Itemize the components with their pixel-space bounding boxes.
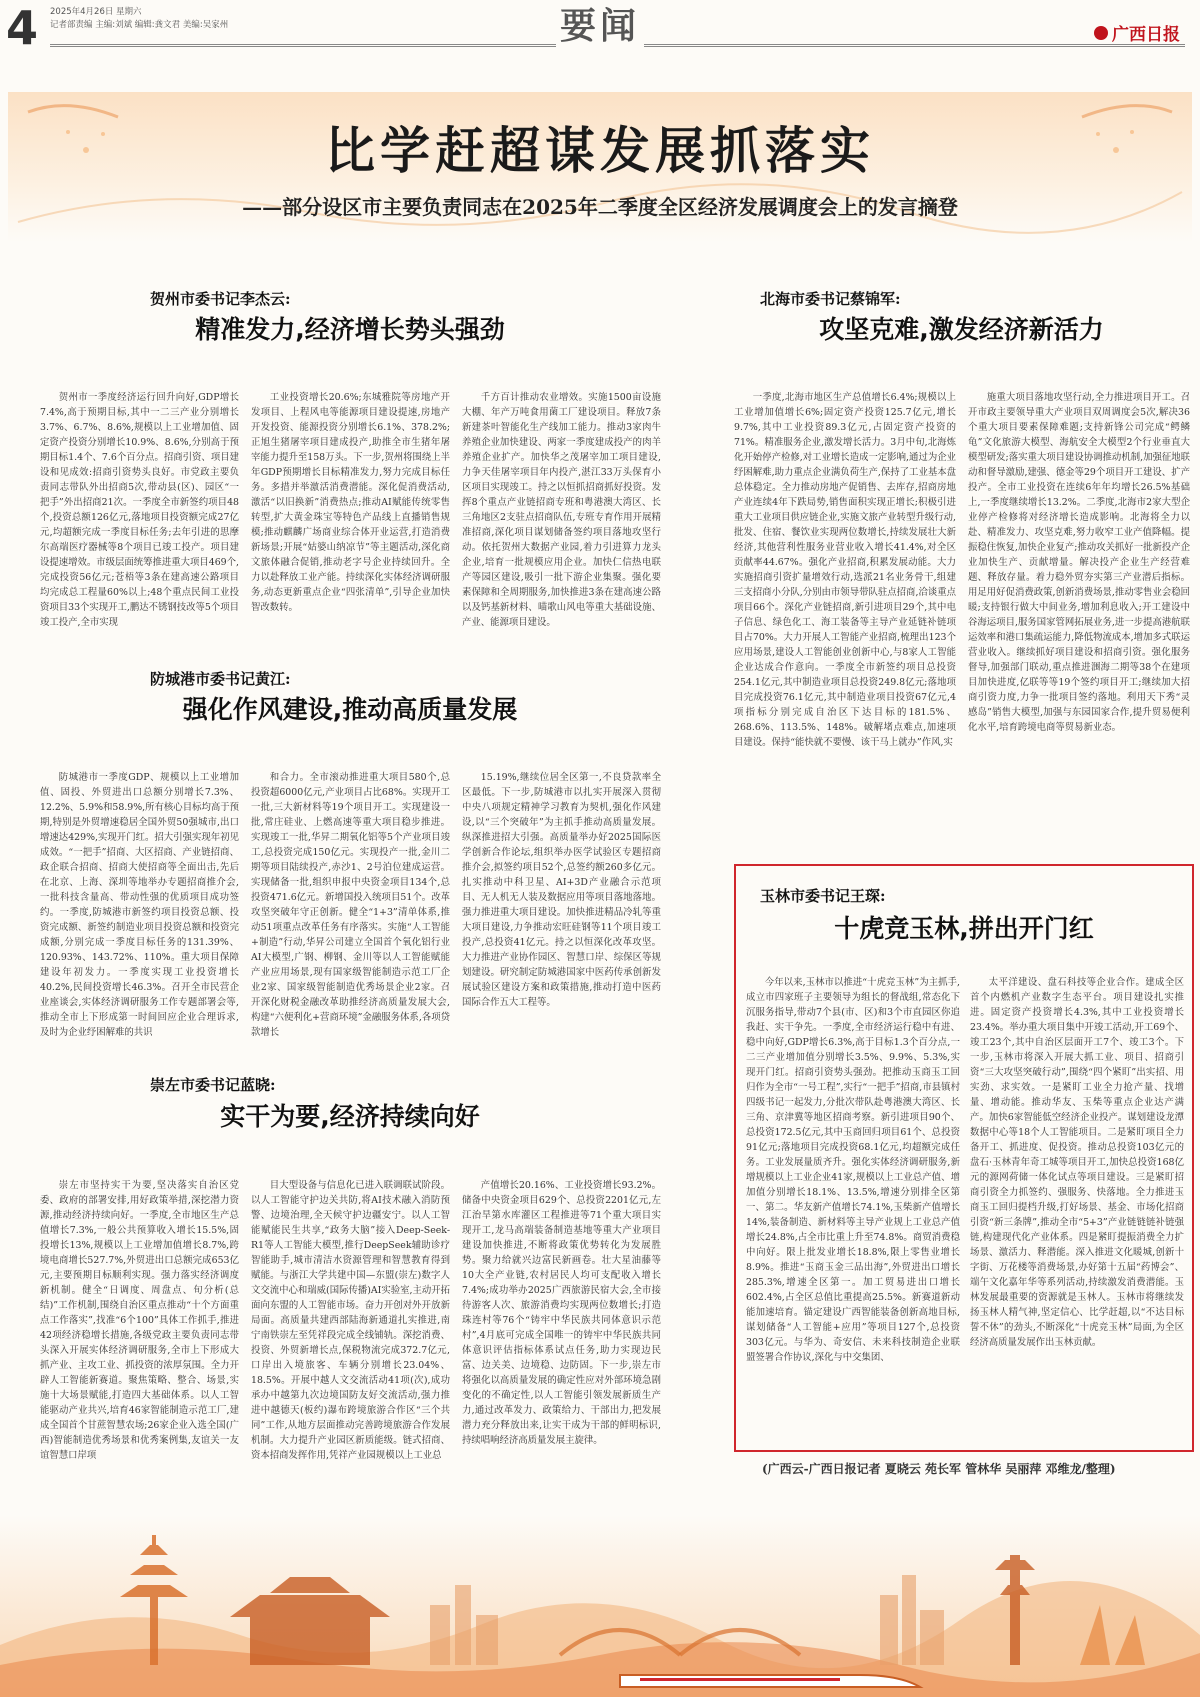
article-column: 一季度,北海市地区生产总值增长6.4%;规模以上工业增加值增长6%;固定资产投资125.7亿元,增长9.7%,其中工业投资89.3亿元,占固定资产投资的71%。精准服务企业,激发增长活力。3月中旬,北海炼化开始停产检修,对工业增长造成一定影响,通过为企业纾困解难,助力重点企业满负荷生产,保持了工业基本盘总体稳定。全力推动房地产促销售、去库存,招商房地产业连续4年下跌局势,销售面积实现正增长;积极引进重大工业项目供应链企业,实施文旅产业转型升级行动,批发、住宿、餐饮业实现两位数增长,持续发展壮大新经济,其他营利性服务业营业收入增长41.4%,对全区贡献率44.67%。强化产业招商,积累发展动能。大力实施招商引资扩量增效行动,选派21名业务骨干,组建三支招商小分队,分别由市领导带队驻点招商,洽谈重点项目66个。深化产业链招商,新引进项目29个,其中电子信息、绿色化工、海工装备等主导产业延链补链项目占70%。大力开展人工智能产业招商,梳理出123个应用场景,建设人工智能创业创新中心,与8家人工智能企业达成合作意向。一季度全市新签约项目总投资254.1亿元,其中制造业项目总投资249.8亿元;落地项目完成投资76.1亿元,其中制造业项目投资67亿元,4项指标分别完成自治区下达目标的181.5%、268.6%、113.5%、148%。破解堵点难点,加速项目建设。保持“能快就不要慢、该干马上就办”作风,实 bbox=[734, 392, 956, 748]
article-column: 和合力。全市滚动推进重大项目580个,总投资超6000亿元,产业项目占比68%。实现开工一批,三大新材料等19个项目开工。实现建设一批,常庄硅业、上燃高速等重大项目稳步推进。实现竣工一批,华昇二期氧化铝等5个产业项目竣工,总投资完成150亿元。实现投产一批,金川二期等项目陆续投产,赤沙1、2号泊位建成运营。实现储备一批,组织申报中央资金项目134个,总投资471.6亿元。新增国投入统项目51个。改革攻坚突破年守正创新。健全“1+3”清单体系,推动51项重点改革任务有序落实。实施“人工智能+制造”行动,华昇公司建立全国首个氧化铝行业AI大模型,广钢、柳钢、金川等以人工智能赋能产业应用场景,现有国家级智能制造示范工厂企业2家、国家级智能制造优秀场景企业2家。召开深化财税金融改革助推经济高质量发展大会,构建“六便利化+营商环境”金融服务体系,各项贷款增长 bbox=[251, 772, 450, 1038]
article-author: 北海市委书记蔡锦军: bbox=[760, 290, 901, 308]
main-subtitle: ——部分设区市主要负责同志在2025年二季度全区经济发展调度会上的发言摘登 bbox=[242, 195, 958, 219]
main-title: 比学赶超谋发展抓落实 bbox=[325, 122, 875, 180]
article-headline: 强化作风建设,推动高质量发展 bbox=[182, 695, 518, 724]
article-author: 崇左市委书记蓝晓: bbox=[150, 1076, 276, 1094]
article-column: 工业投资增长20.6%;东城雅院等房地产开发项目、上程风电等能源项目建设提速,房地产开发投资、能源投资分别增长6.1%、378.2%;正旭生猪屠宰项目建成投产,助推全市生猪年屠宰能力提升至158万头。下一步,贺州将围绕上半年GDP预期增长目标精准发力,努力完成目标任务。多措并举激活消费潜能。深化促消费活动,激活“以旧换新”消费热点;推动AI赋能传统零售转型,扩大黄金珠宝等特色产品线上直播销售规模;推动麒麟广场商业综合体开业运营,打造消费新场景;开展“姑婆山纳凉节”等主题活动,深化商文旅体融合促销,推动老字号企业持续回升。全力以赴释放工业产能。持续深化实体经济调研服务,动态更新重点企业“四张清单”,引导企业加快智改数转。 bbox=[251, 392, 451, 613]
logo-mark-icon bbox=[1094, 26, 1108, 40]
article-author: 贺州市委书记李杰云: bbox=[150, 290, 291, 308]
article-headline: 精准发力,经济增长势头强劲 bbox=[195, 315, 505, 344]
staff-line: 记者部责编 主编:刘斌 编辑:龚文君 美编:吴家州 bbox=[50, 20, 229, 30]
article-author: 玉林市委书记王琛: bbox=[760, 887, 886, 905]
article-headline: 攻坚克难,激发经济新活力 bbox=[819, 315, 1104, 344]
section-title: 要闻 bbox=[556, 4, 644, 48]
article-column: 目大型设备与信息化已进入联调联试阶段。以人工智能守护边关共防,将AI技术融入消防预警、边境治理,全天候守护边疆安宁。以人工智能赋能民生共享,“政务大脑”接入Deep-Seek-R1等人工智能大模型,推行DeepSeek辅助诊疗智能助手,城市清洁水资源管理和智慧教育得到赋能。与浙江大学共建中国—东盟(崇左)数字人文交流中心和瑞威(国际传播)AI实验室,主动开拓面向东盟的人工智能市场。奋力开创对外开放新局面。高质量共建西部陆海新通道扎实推进,南宁南铁崇左至凭祥段完成全线铺轨。深挖消费、投资、外贸新增长点,保税物流完成372.7亿元,口岸出入境旅客、车辆分别增长23.04%、18.5%。开展中越人文交流活动41项(次),成功承办中越第九次边境国防友好交流活动,强力推进中越德天(板约)瀑布跨境旅游合作区“三个共同”工作,从地方层面推动完善跨境旅游合作发展机制。大力提升产业园区新质能级。链式招商、资本招商发挥作用,凭祥产业园规模以上工业总 bbox=[251, 1180, 450, 1461]
article-headline: 实干为要,经济持续向好 bbox=[220, 1102, 480, 1131]
article-headline: 十虎竞玉林,拼出开门红 bbox=[834, 914, 1094, 943]
article-column: 防城港市一季度GDP、规模以上工业增加值、固投、外贸进出口总额分别增长7.3%、12.2%、5.9%和58.9%,所有核心目标均高于预期,特别是外贸增速稳居全国外贸50强城市,出口增速达429%,实现开门红。招大引强实现年初见成效。“一把手”招商、大区招商、产业链招商、政企联合招商、招商大使招商等全面出击,先后在北京、上海、深圳等地举办专题招商推介会,一批科技含量高、带动性强的优质项目成功签约。一季度,防城港市新签约项目投资总额、投资完成额、新签约制造业项目投资总额和投资完成额,分别完成一季度目标任务的131.39%、120.93%、143.72%、110%。重大项目保障建设年初发力。一季度实现工业投资增长40.2%,民间投资增长46.3%。召开全市民营企业座谈会,实体经济调研服务工作专题部署会等,推动全市上下形成第一时间回应企业合理诉求,及时为企业纾困解难的共识 bbox=[40, 772, 239, 1038]
article-column: 施重大项目落地攻坚行动,全力推进项目开工。召开市政主要领导重大产业项目双周调度会5次,解决36个重大项目要素保障难题;支持新锋公司完成“鳄鳞龟”文化旅游大模型、海航安全大模型2个行业垂直大模型研发;落实重大项目建设协调推动机制,加强征地联动和督导激励,建强、德金等29个项目开工建设、扩产投产。全市工业投资在连续6年年均增长26.5%基础上,一季度继续增长13.2%。二季度,北海市2家大型企业停产检修将对经济增长造成影响。北海将全力以赴、精准发力、攻坚克难,努力收窄工业产值降幅。提振稳住恢复,加快企业复产;推动攻关抓好一批新投产企业加快生产、贡献增量。解决投产企业生产经营难题、释放存量。着力稳外贸夯实第三产业潜后指标。用足用好促消费政策,创新消费场景,推动零售业会稳回暖;支持银行做大中间业务,增加利息收入;开工建设中谷海运项目,服务国家管网拓展业务,进一步提高港航联运效率和港口集疏运能力,降低物流成本,增加多式联运营业收入。继续抓好项目建设和招商引资。强化服务督导,加强部门联动,重点推进涠海二期等38个在建项目加快进度,亿联等等19个签约项目开工;继续加大招商引资力度,力争一批项目签约落地。利用天下秀“灵感岛”销售大模型,加强与东园国家合作,提升贸易便利化水平,培育跨境电商等贸易新业态。 bbox=[968, 392, 1190, 733]
train-icon bbox=[620, 1675, 920, 1687]
header-meta bbox=[50, 6, 228, 32]
reporter-credit: (广西云-广西日报记者 夏晓云 苑长军 管林华 吴丽萍 邓维龙/整理) bbox=[762, 1462, 1116, 1476]
article-column: 产值增长20.16%、工业投资增长93.2%。储备中央资金项目629个、总投资2201亿元,左江治旱第水库灌区工程推进等71个重大项目实现开工,龙马高端装备制造基地等重大产业项目建设加快推进,不断将政策优势转化为发展胜势。聚力给就兴边富民新画卷。壮大星油藤等10大全产业链,农村居民人均可支配收入增长7.4%;成功举办2025广西旅游民宿大会,全市接待游客人次、旅游消费均实现两位数增长;打造珠连村等76个“铸牢中华民族共同体意识示范村”,4月底可完成全国唯一的铸牢中华民族共同体意识评估指标体系试点任务,助力实现边民富、边关美、边境稳、边防固。下一步,崇左市将强化以高质量发展的确定性应对外部环境急剧变化的不确定性,以人工智能引领发展新质生产力,通过改革发力、政策给力、干部出力,把发展潜力充分释放出来,让实干成为干部的鲜明标识,持续唱响经济高质量发展主旋律。 bbox=[462, 1180, 661, 1446]
paper-logo bbox=[1094, 20, 1180, 45]
article-column: 今年以来,玉林市以推进“十虎竞玉林”为主抓手,成立市四家班子主要领导为组长的督战组,常态化下沉服务指导,带动7个县(市、区)和3个市直园区你追我赶、实干争先。一季度,全市经济运行稳中有进、稳中向好,GDP增长6.3%,高于目标1.3个百分点,一二三产业增加值分别增长3.5%、9.9%、5.3%,实现开门红。招商引资势头强劲。把推动玉商玉工回归作为全市“一号工程”,实行“一把手”招商,市县镇村四级书记一起发力,分批次带队赴粤港澳大湾区、长三角、京津冀等地区招商考察。新引进项目90个、总投资172.5亿元,其中玉商回归项目61个、总投资91亿元;落地项目完成投资68.1亿元,均超额完成任务。工业发展量质齐升。强化实体经济调研服务,新增规模以上工业企业41家,规模以上工业总产值、增加值分别增长18.1%、13.5%,增速分别排全区第一、第二。华友新产值增长74.1%,玉柴新产值增长14%,装备制造、新材料等主导产业规上工业总产值增长24.8%,占全市比重上升至74.8%。商贸消费稳中向好。限上批发业增长18.8%,限上零售业增长8.9%。推进“玉商玉金三品出海”,外贸进出口增长285.3%,增速全区第一。加工贸易进出口增长602.4%,占全区总值比重提高25.5%。新赛道新动能加速培育。锚定建设广西智能装备创新高地目标,谋划储备“人工智能+应用”等项目127个,总投资303亿元。与华为、奇安信、未来科技制造企业联盟签署合作协议,深化与中交集团、 bbox=[746, 977, 960, 1363]
date-line: 2025年4月26日 星期六 bbox=[50, 7, 142, 17]
article-column: 崇左市坚持实干为要,坚决落实自治区党委、政府的部署安排,用好政策举措,深挖潜力资源,推动经济持续向好。一季度,全市地区生产总值增长7.3%,一般公共预算收入增长15.5%,固投增长13%,规模以上工业增加值增长8.7%,跨境电商增长527.7%,外贸进出口总额完成653亿元,主要预期目标顺利实现。强力落实经济调度新机制。健全“日调度、周盘点、旬分析(总结)”工作机制,围绕自治区重点推动“十个方面重点工作落实”,找准“6个100”具体工作抓手,推进42项经济稳增长措施,各级党政主要负责同志带头深入开展实体经济调研服务,全市上下形成大抓产业、主攻工业、抓投资的浓厚氛围。全力开辟人工智能新赛道。聚焦策略、整合、场景,实施十大场景赋能,打造四大基础体系。以人工智能驱动产业共兴,培育46家智能制造示范工厂,建成全国首个甘蔗智慧农场;26家企业入选全国(广西)智能制造优秀场景和优秀案例集,友谊关一友谊智慧口岸项 bbox=[40, 1180, 239, 1461]
article-column: 贺州市一季度经济运行回升向好,GDP增长7.4%,高于预期目标,其中一二三产业分别增长3.7%、6.7%、8.6%,规模以上工业增加值、固定资产投资分别增长10.9%、8.6%,分别高于预期目标1.4个、7.6个百分点。招商引资、项目建设和见成效:招商引资势头良好。市党政主要负责同志带队外出招商5次,带动县(区)、园区“一把手”外出招商21次。一季度全市新签约项目48个,投资总额126亿元,落地项目投资额完成27亿元,均超额完成一季度目标任务;去年引进的思摩尔高端医疗器械等8个项目已竣工投产。项目建设提速增效。市级层面统筹推进重大项目469个,完成投资56亿元;苍梧等3条在建高速公路项目均完成总工程量60%以上;48个重点民间工业投资项目33个实现开工,鹏达不锈钢技改等5个项目竣工投产,全市实现 bbox=[40, 392, 240, 628]
article-author: 防城港市委书记黄江: bbox=[150, 670, 291, 688]
paper-name: 广西日报 bbox=[1112, 25, 1180, 45]
article-column: 太平洋建设、盘石科技等企业合作。建成全区首个内燃机产业数字生态平台。项目建设扎实推进。固定资产投资增长4.3%,其中工业投资增长23.4%。举办重大项目集中开竣工活动,开工69个、竣工23个,其中自治区层面开工7个、竣工3个。下一步,玉林市将深入开展大抓工业、项目、招商引资“三大攻坚突破行动”,围绕“四个紧盯”出实招、用实劲、求实效。一是紧盯工业全力抢产量、找增量、增动能。推动华友、玉柴等重点企业达产满产。加快6家智能低空经济企业投产。谋划建设龙潭数据中心等18个人工智能项目。二是紧盯项目全力备开工、抓进度、促投资。推动总投资103亿元的盘石·玉林青年奇工城等项目开工,加快总投资168亿元的源网荷储一体化试点等项目建设。三是紧盯招商引资全力抓签约、强服务、快落地。全力推进玉商玉工回归提档升级,打好场景、基金、市场化招商引资“新三条牌”,推动全市“5+3”产业链链链补链强链,构建现代化产业体系。四是紧盯提振消费全力扩场景、激活力、释潜能。深入推进文化暖城,创新十字街、万花楼等消费场景,办好第十五届“药博会”、端午文化嘉年华等系列活动,持续激发消费潜能。玉林发展最重要的资源就是玉林人。玉林市将继续发扬玉林人精气神,坚定信心、比学赶超,以“不达目标誓不休”的劲头,不断深化“十虎竞玉林”局面,为全区经济高质量发展作出玉林贡献。 bbox=[970, 977, 1184, 1348]
article-column: 15.19%,继续位居全区第一,不良贷款率全区最低。下一步,防城港市以扎实开展深入贯彻中央八项规定精神学习教育为契机,强化作风建设,以“三个突破年”为主抓手推动高质量发展。纵深推进招大引强。高质量举办好2025国际医学创新合作论坛,组织举办医学试验区专题招商推介会,拟签约项目52个,总签约额260多亿元。扎实推动中科卫星、AI+3D产业融合示范项目、无人机无人装及数据应用等项目落地落地。强力推进重大项目建设。加快推进精品冷轧等重大项目建设,力争推动宏旺硅钢等11个项目竣工投产,总投资41亿元。持之以恒深化改革攻坚。大力推进产业协作园区、智慧口岸、综保区等规划建设。研究制定防城港国家中医药传承创新发展试验区建设方案和政策措施,推动打造中医药国际合作五大工程等。 bbox=[462, 772, 661, 1008]
page-number: 4 bbox=[6, 1, 39, 55]
article-column: 千方百计推动农业增效。实施1500亩设施大棚、年产万吨食用菌工厂建设项目。释放7条新建茶叶智能化生产线加工能力。推动3家肉牛养殖企业加快建设、两家一季度建成投产的肉羊养殖企业扩产。加快华之茂屠宰加工项目建设,力争天佳屠宰项目年内投产,湛江33万头保育小区项目实现竣工。持之以恒抓招商抓好投资。发挥8个重点产业链招商专班和粤港澳大湾区、长三角地区2支驻点招商队伍,专班专育作用开展精准招商,深化项目谋划储备签约项目落地攻坚行动。依托贺州大数据产业园,着力引进算力龙头企业,培育一批规模应用企业。加快仁信热电联产等园区建设,吸引一批下游企业集聚。强化要素保障和全周期服务,加快推进3条在建高速公路以及钙基新材料、喵歌山风电等重大基础设施、产业、能源项目建设。 bbox=[462, 392, 661, 628]
bottom-illustration bbox=[0, 1475, 1200, 1697]
